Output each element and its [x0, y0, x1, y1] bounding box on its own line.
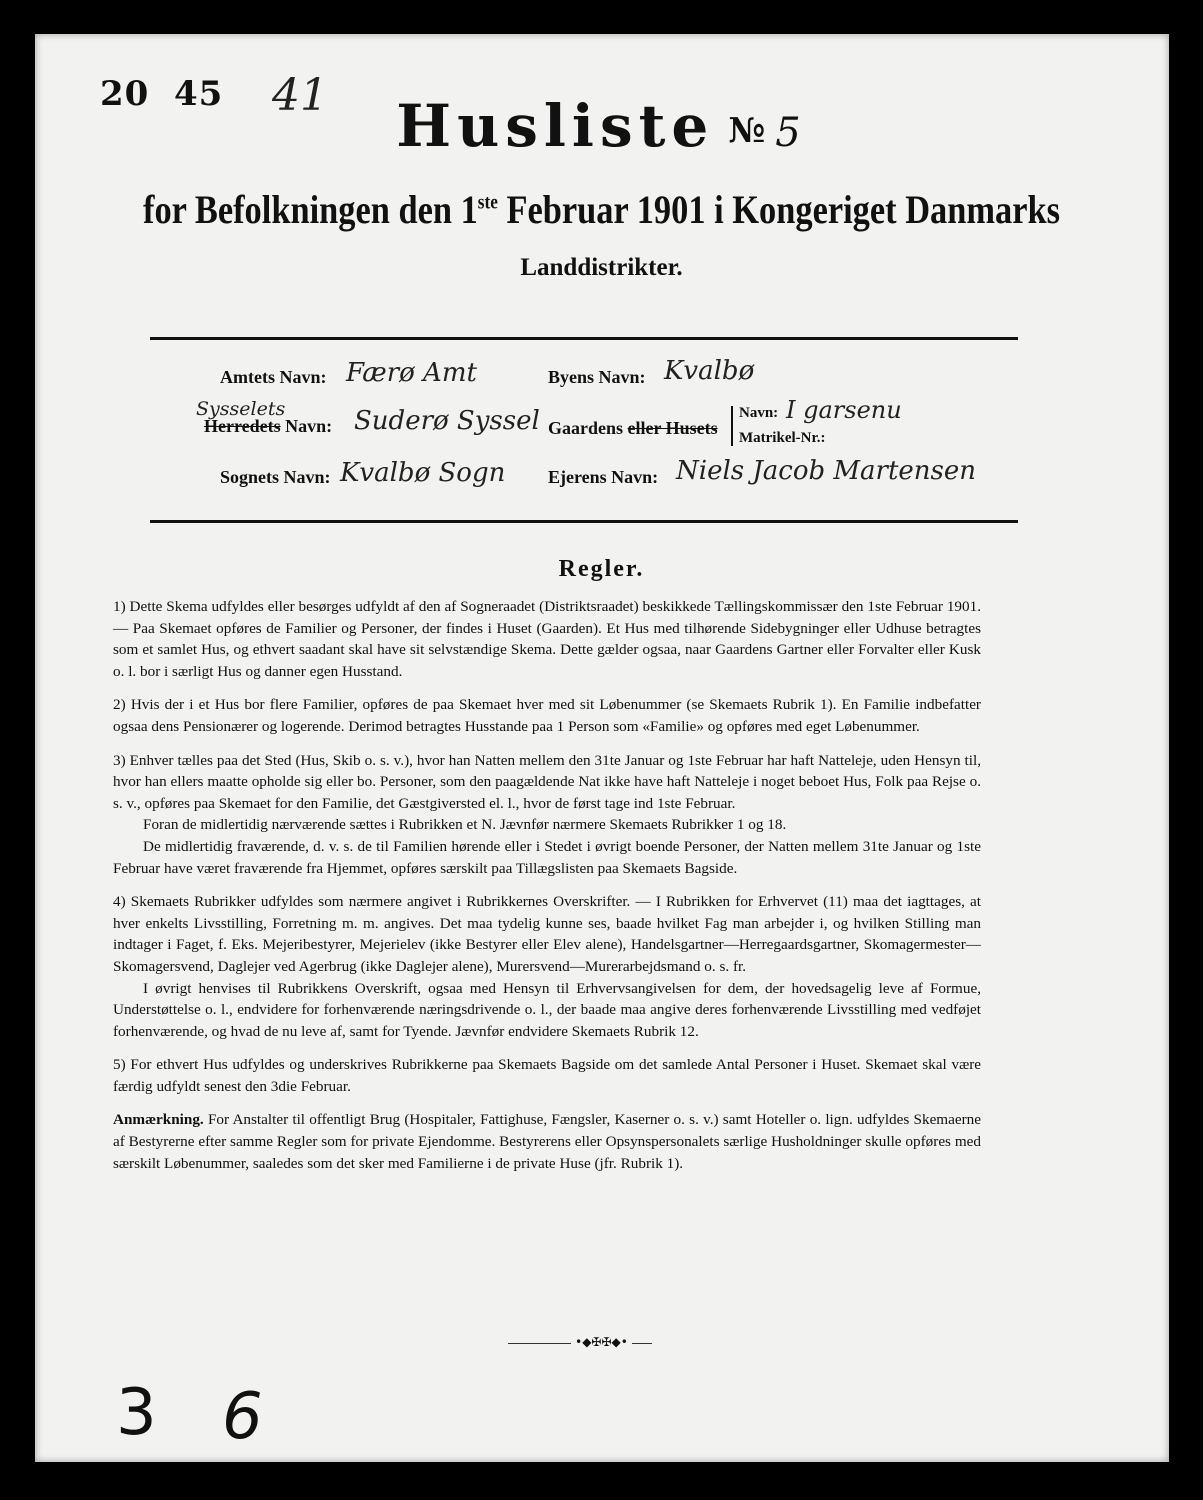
rule-3-present: Foran de midlertidig nærværende sættes i Rubrikken et N. Jævnfør nærmere Skemaets Rubrikker 1 og 18.	[143, 816, 787, 834]
rules-heading: Regler.	[558, 556, 645, 582]
bottom-hand-left: 3	[116, 1376, 157, 1450]
document-subtitle	[84, 186, 1119, 233]
herred-hand-correction: Sysselets	[196, 398, 286, 420]
title-text: Husliste	[396, 92, 715, 160]
rule-5: 5) For ethvert Hus udfyldes og underskrives Rubrikkerne paa Skemaets Bagside om det samlede Antal Personer i Huset. Skemaet skal være færdig udfyldt senest den 3die Februar.	[113, 1056, 981, 1095]
gaard-brace	[731, 406, 733, 446]
note	[113, 1109, 981, 1174]
rule-3: 3) Enhver tælles paa det Sted (Hus, Skib o. s. v.), hvor han Natten mellem den 31te Januar og 1ste Februar har haft Natteleje, uden Hensyn til, hvor han ellers maatte opholde sig eller bo. Personer, som den paagældende Nat ikke have haft Natteleje i noget beboet Hus, Folk paa Rejse o. s. v., opføres paa Skemaet for den Familie, det Gæstgiversted el. l., hvor de først tage ind 1ste Februar.	[113, 751, 981, 812]
sogn-value: Kvalbø Sogn	[340, 458, 506, 488]
ejer-label: Ejerens Navn:	[548, 467, 659, 487]
subtitle-sup: ste	[477, 191, 498, 214]
herred-label	[204, 416, 332, 437]
district-heading: Landdistrikter.	[520, 254, 683, 281]
fields-divider	[150, 520, 1018, 523]
ornament	[0, 1335, 1203, 1349]
rule-1: 1) Dette Skema udfyldes eller besørges udfyldt af den af Sogneraadet (Distriktsraadet) beskikkede Tællingskommissær den 1ste Februar 1901. — Paa Skemaet opføres de Familier og Personer, der findes i Huset (Gaarden). Et Hus med tilhørende Sidebygninger eller Udhuse betragtes som et samlet Hus, og ethvert saadant skal have sit selvstændige Skema. Dette gælder ogsaa, naar Gaardens Gartner eller Forvalter eller Kusk o. l. bor i særligt Hus og danner egen Husstand.	[113, 598, 981, 680]
bottom-hand-right: 6	[222, 1380, 263, 1454]
gaard-label-text: Gaardens	[548, 418, 624, 438]
gaard-navn-label: Navn:	[739, 405, 779, 421]
rule-3-absent: De midlertidig fraværende, d. v. s. de til Familien hørende eller i Stedet i øvrigt boende Personer, der Natten mellem 31te Januar og 1ste Februar have været fraværende fra Hjemmet, opføres særskilt paa Tillægslisten paa Skemaets Bagside.	[113, 837, 981, 877]
note-text: For Anstalter til offentligt Brug (Hospitaler, Fattighuse, Fængsler, Kaserner o. s. v.) samt Hoteller o. lign. udfyldes Skemaerne af Bestyrerne efter samme Regler som for private Ejendomme. Bestyrerens eller Opsynspersonalets særlige Husholdninger skulle opføres med særskilt Løbenummer, saaledes som det sker med Familierne i de private Huse (jfr. Rubrik 1).	[113, 1111, 981, 1172]
ornament-glyphs: •◆✠✠◆•	[571, 1335, 632, 1349]
herred-label-text: Navn:	[280, 416, 333, 436]
subtitle-post: Februar 1901 i Kongeriget Danmarks	[497, 187, 1061, 232]
ejer-value: Niels Jacob Martensen	[676, 456, 977, 486]
note-lead: Anmærkning.	[113, 1111, 204, 1129]
handwritten-page-note: 41	[272, 70, 328, 121]
by-value: Kvalbø	[664, 356, 755, 386]
rule-2: 2) Hvis der i et Hus bor flere Familier, opføres de paa Skemaet hver med sit Løbenummer (se Skemaets Rubrik 1). En Familie indbefatter ogsaa dens Pensionærer og logerende. Derimod betragtes Husstande paa 1 Person som «Familie» og opføres med eget Løbenummer.	[113, 696, 981, 735]
by-label: Byens Navn:	[548, 367, 646, 387]
rule-4: 4) Skemaets Rubrikker udfyldes som nærmere angivet i Rubrikkernes Overskrifter. — I Rubrikken for Erhvervet (11) maa det iagttages, at hver enkelts Livsstilling, Forretning m. m. angives. Det maa tydelig kunne ses, baade hvilket Fag man arbejder i, og hvilken Stilling man indtager i Faget, f. Eks. Mejeribestyrer, Mejerielev (ikke Bestyrer eller Elev alene), Handelsgartner—Herregaardsgartner, Skomagermester—Skomagersvend, Daglejer ved Agerbrug (ikke Daglejer alene), Murersvend—Murerarbejdsmand o. s. fr.	[113, 893, 981, 975]
gaard-label	[548, 418, 718, 439]
rules-body	[113, 596, 981, 1186]
herred-value: Suderø Syssel	[354, 406, 540, 436]
sogn-label: Sognets Navn:	[220, 467, 331, 487]
number-label: №	[728, 111, 766, 151]
amt-value: Færø Amt	[346, 358, 477, 388]
gaard-navn-value: I garsenu	[786, 396, 902, 424]
herred-label-struck: Herredets	[204, 416, 281, 436]
matrikel-label: Matrikel-Nr.:	[739, 430, 826, 446]
document-title	[0, 92, 1203, 160]
gaard-label-struck: eller Husets	[627, 418, 718, 438]
form-number-left: 20	[100, 74, 150, 114]
form-number-right: 45	[174, 74, 224, 114]
rule-4-more: I øvrigt henvises til Rubrikkens Overskrift, ogsaa med Hensyn til Erhvervsangivelsen for dem, der hovedsagelig leve af Formue, Understøttelse o. l., endvidere for forhenværende næringsdrivende o. l., der baade maa angive deres forhenværende Livsstilling med vedføjet forhenværende, og hvad de nu leve af, samt for Tyende. Jævnfør endvidere Skemaets Rubrik 12.	[113, 979, 981, 1040]
top-divider	[150, 337, 1018, 340]
amt-label: Amtets Navn:	[220, 367, 327, 387]
subtitle-pre: for Befolkningen den 1	[142, 187, 478, 232]
handwritten-list-number: 5	[775, 110, 807, 156]
